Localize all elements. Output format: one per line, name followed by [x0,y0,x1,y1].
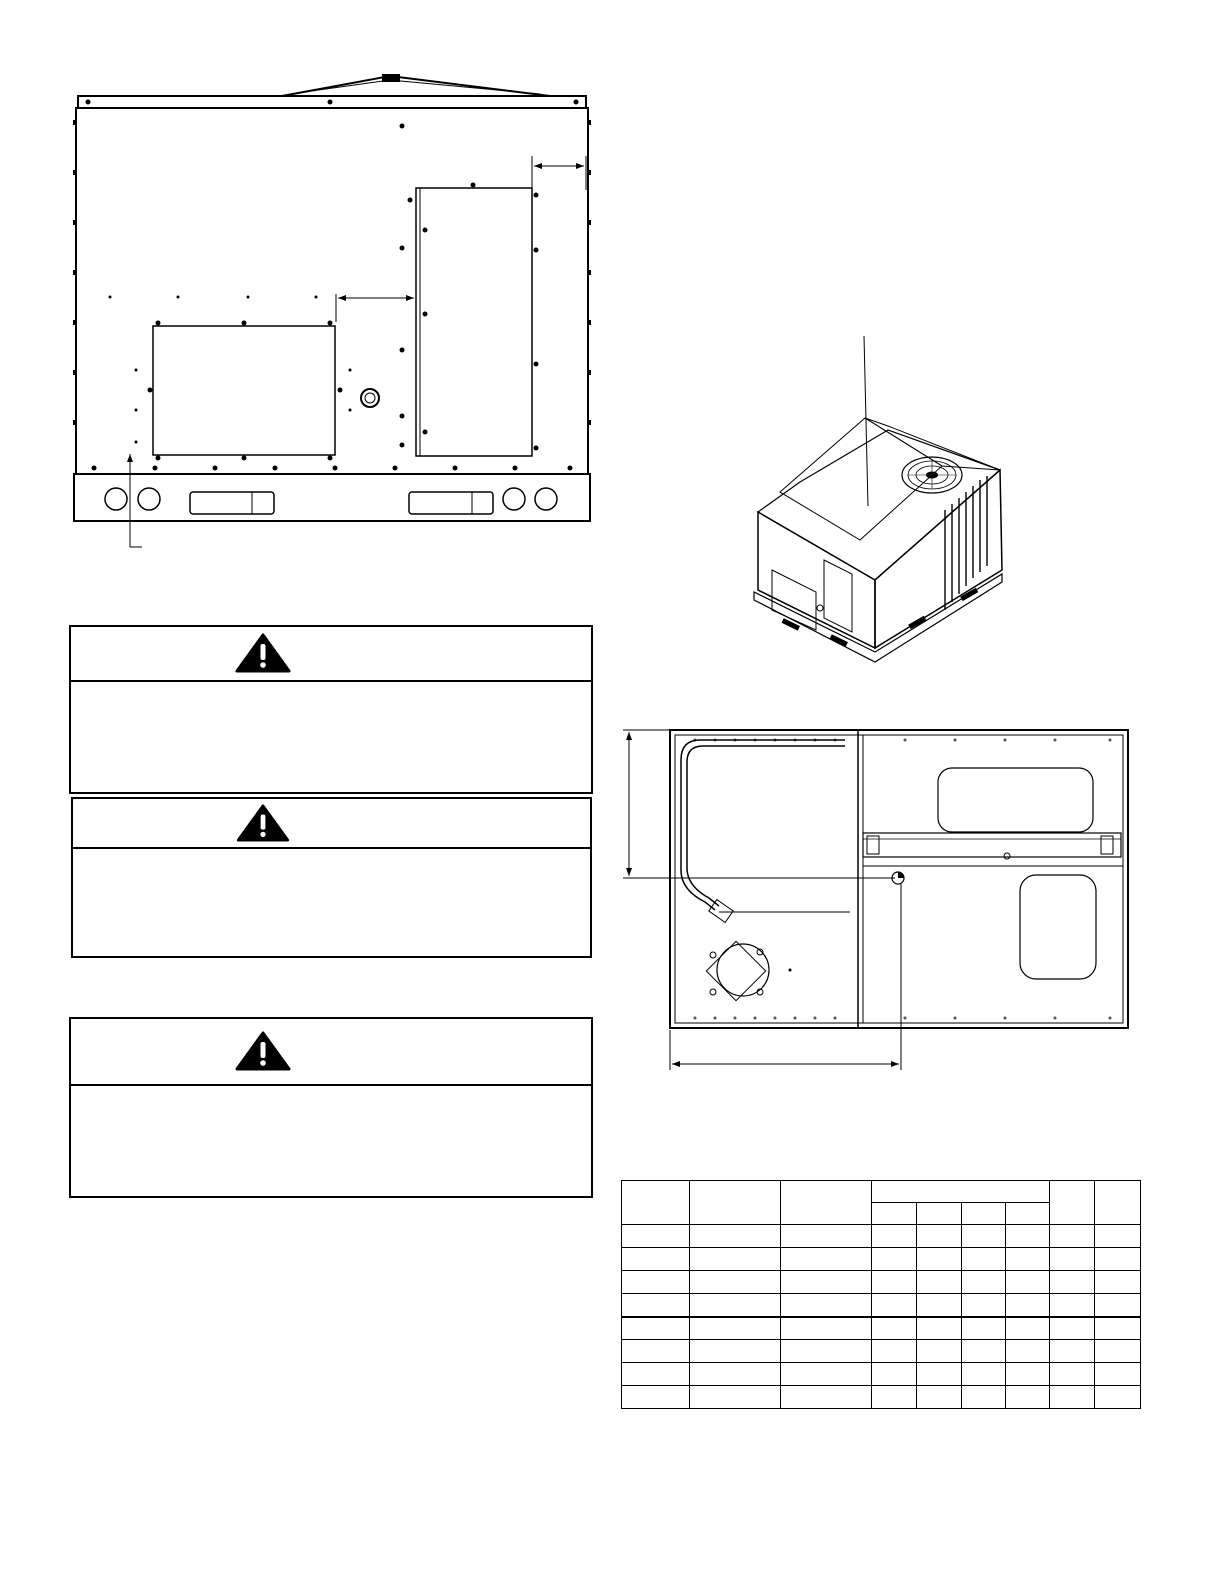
table-cell [1050,1317,1095,1340]
table-cell [622,1317,690,1340]
table-cell [917,1386,962,1409]
table-cell [917,1271,962,1294]
table-cell [917,1317,962,1340]
top-plan-view-drawing [615,720,1140,1080]
table-cell [917,1294,962,1317]
table-cell [1095,1386,1141,1409]
table-row [622,1386,1141,1409]
table-cell [1095,1225,1141,1248]
table-cell [917,1248,962,1271]
table-row [622,1248,1141,1271]
table-cell [872,1363,917,1386]
warning-box-3 [69,1017,593,1198]
table-cell [690,1317,781,1340]
table-cell [690,1340,781,1363]
table-cell [1006,1248,1050,1271]
table-row [622,1363,1141,1386]
table-cell [917,1363,962,1386]
warning-triangle-icon [235,1027,291,1075]
table-cell [622,1225,690,1248]
table-cell [1050,1340,1095,1363]
warning-header [73,799,590,849]
table-cell [872,1271,917,1294]
table-cell [622,1386,690,1409]
table-cell [622,1294,690,1317]
table-cell [1095,1271,1141,1294]
table-cell [690,1248,781,1271]
table-header-cell [622,1181,690,1225]
table-cell [690,1363,781,1386]
table-header-cell [781,1181,872,1225]
table-cell [781,1363,872,1386]
table-cell [622,1340,690,1363]
table-cell [1095,1248,1141,1271]
table-cell [781,1225,872,1248]
table-cell [1050,1363,1095,1386]
table-cell [1095,1340,1141,1363]
table-cell [1050,1248,1095,1271]
table-row [622,1294,1141,1317]
warning-triangle-icon [235,633,291,673]
warning-header [71,627,591,682]
table-cell [1050,1386,1095,1409]
table-cell [781,1271,872,1294]
table-cell [917,1225,962,1248]
warning-triangle-icon [235,804,291,842]
table-subheader-cell [917,1203,962,1225]
table-cell [781,1386,872,1409]
table-cell [1095,1317,1141,1340]
table-cell [1006,1225,1050,1248]
table-cell [622,1271,690,1294]
table-cell [1050,1294,1095,1317]
table-cell [917,1340,962,1363]
table-cell [1050,1271,1095,1294]
table-cell [872,1294,917,1317]
table-cell [962,1294,1006,1317]
isometric-unit-drawing [740,330,1030,670]
table-subheader-cell [1006,1203,1050,1225]
table-cell [962,1317,1006,1340]
table-cell [781,1317,872,1340]
warning-box-1 [69,625,593,794]
table-cell [1095,1363,1141,1386]
table-row [622,1340,1141,1363]
table-cell [690,1271,781,1294]
warning-header [71,1019,591,1086]
table-cell [1050,1225,1095,1248]
table-cell [962,1225,1006,1248]
table-cell [962,1386,1006,1409]
table-cell [781,1294,872,1317]
table-cell [690,1386,781,1409]
table-cell [1006,1294,1050,1317]
table-cell [872,1225,917,1248]
table-cell [872,1386,917,1409]
table-cell [872,1340,917,1363]
table-subheader-cell [872,1203,917,1225]
table-cell [1006,1340,1050,1363]
table-header-cell [1095,1181,1141,1225]
table-cell [781,1248,872,1271]
table-cell [622,1363,690,1386]
table-row [622,1317,1141,1340]
front-elevation-drawing [60,60,600,560]
table-subheader-cell [962,1203,1006,1225]
table-cell [690,1294,781,1317]
specification-table [621,1180,1141,1409]
table-cell [781,1340,872,1363]
table-header-cell [872,1181,1050,1203]
table-cell [1006,1317,1050,1340]
table-cell [962,1248,1006,1271]
table-cell [962,1271,1006,1294]
table-cell [1095,1294,1141,1317]
table-cell [1006,1271,1050,1294]
warning-box-2 [71,797,592,958]
table-cell [962,1340,1006,1363]
table-row [622,1225,1141,1248]
table-cell [872,1317,917,1340]
table-cell [872,1248,917,1271]
table-cell [622,1248,690,1271]
table-cell [690,1225,781,1248]
table-row [622,1271,1141,1294]
table-header-cell [1050,1181,1095,1225]
table-cell [1006,1363,1050,1386]
table-cell [1006,1386,1050,1409]
table-header-cell [690,1181,781,1225]
table-header-row [622,1181,1141,1203]
table-cell [962,1363,1006,1386]
